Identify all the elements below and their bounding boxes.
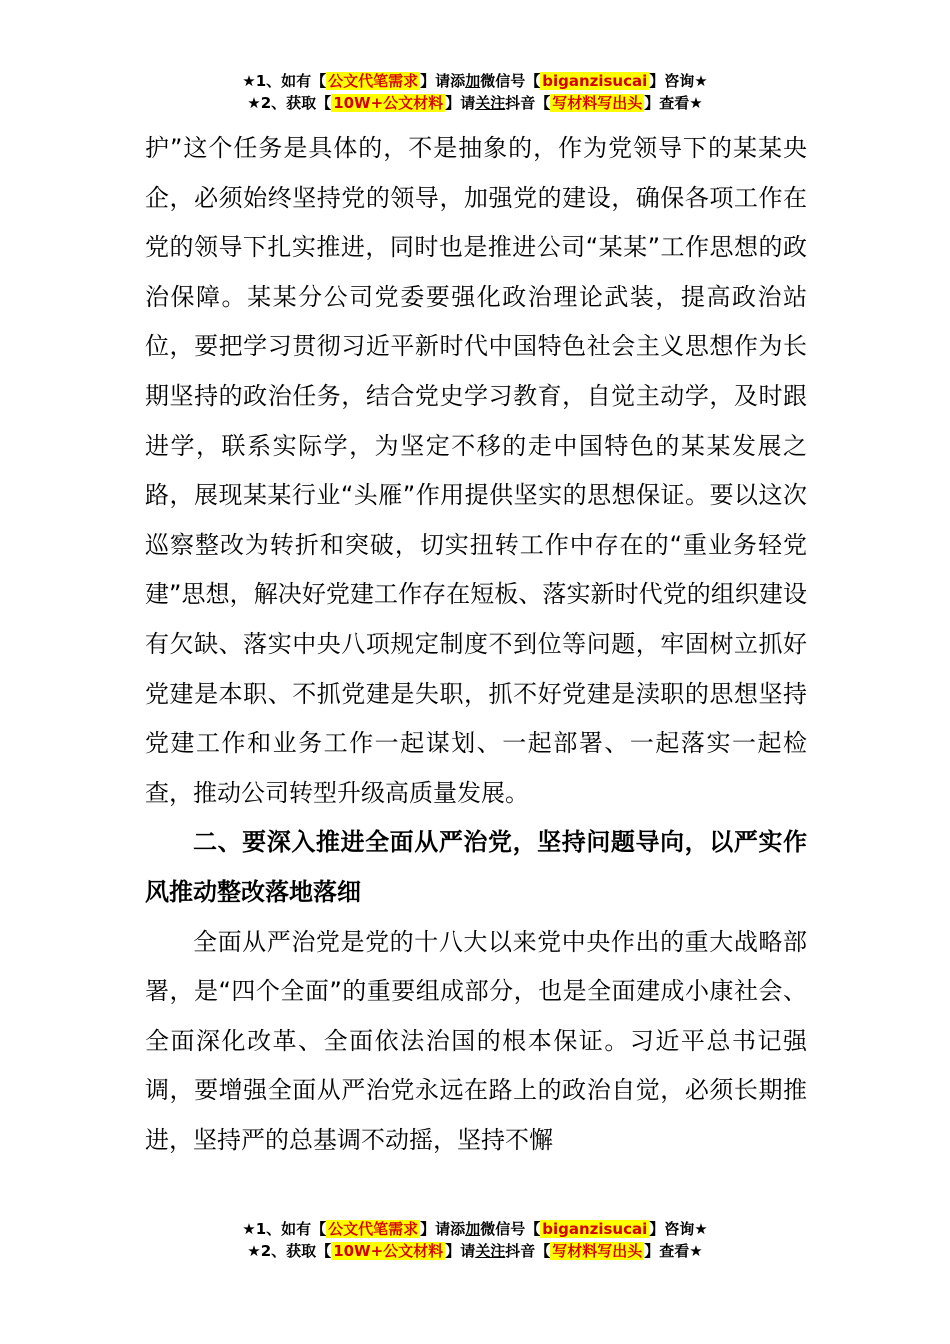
section-heading-2: 二、要深入推进全面从严治党，坚持问题导向，以严实作风推动整改落地落细: [145, 828, 807, 906]
banner-text: 】请添: [420, 72, 466, 90]
banner-line-1: [0, 70, 950, 92]
footer-banner: [0, 1218, 950, 1262]
banner-underlined-text: 关注: [475, 94, 506, 112]
banner-text: 】咨询★: [649, 72, 708, 90]
banner-text: 微信号【: [480, 1220, 541, 1238]
banner-text: ★2、获取【: [247, 1242, 332, 1260]
paragraph: 全面从严治党是党的十八大以来党中央作出的重大战略部署，是“四个全面”的重要组成部分，也是全面建成小康社会、全面深化改革、全面依法治国的根本保证。习近平总书记强调，要增强全面从严治党永远在路上的政治自觉，必须长期推进，坚持严的总基调不动摇，坚持不懈: [145, 927, 807, 1154]
highlight-service: 公文代笔需求: [328, 1220, 419, 1238]
highlight-materials: 10W+公文材料: [333, 94, 444, 112]
highlight-douyin-account: 写材料写出头: [552, 1242, 643, 1260]
banner-text: 】咨询★: [649, 1220, 708, 1238]
banner-line-1: [0, 1218, 950, 1240]
banner-text: 】查看★: [644, 1242, 703, 1260]
banner-text: ★1、如有【: [242, 72, 327, 90]
banner-underlined-text: 加: [465, 72, 481, 90]
header-banner: [0, 70, 950, 114]
banner-text: 】请: [445, 94, 476, 112]
banner-text: 】请: [445, 1242, 476, 1260]
banner-text: 】请添: [420, 1220, 466, 1238]
highlight-wechat-id: biganzisucai: [542, 1220, 648, 1238]
banner-text: 抖音【: [505, 1242, 551, 1260]
banner-text: 】查看★: [644, 94, 703, 112]
banner-text: 微信号【: [480, 72, 541, 90]
highlight-materials: 10W+公文材料: [333, 1242, 444, 1260]
banner-line-2: [0, 1240, 950, 1262]
banner-underlined-text: 加: [465, 1220, 481, 1238]
highlight-douyin-account: 写材料写出头: [552, 94, 643, 112]
paragraph-continued: 护”这个任务是具体的，不是抽象的，作为党领导下的某某央企，必须始终坚持党的领导，加强党的建设，确保各项工作在党的领导下扎实推进，同时也是推进公司“某某”工作思想的政治保障。某某分公司党委要强化政治理论武装，提高政治站位，要把学习贯彻习近平新时代中国特色社会主义思想作为长期坚持的政治任务，结合党史学习教育，自觉主动学，及时跟进学，联系实际学，为坚定不移的走中国特色的某某发展之路，展现某某行业“头雁”作用提供坚实的思想保证。要以这次巡察整改为转折和突破，切实扭转工作中存在的“重业务轻党建”思想，解决好党建工作存在短板、落实新时代党的组织建设有欠缺、落实中央八项规定制度不到位等问题，牢固树立抓好党建是本职、不抓党建是失职，抓不好党建是渎职的思想坚持党建工作和业务工作一起谋划、一起部署、一起落实一起检查，推动公司转型升级高质量发展。: [145, 134, 807, 807]
banner-text: ★1、如有【: [242, 1220, 327, 1238]
banner-line-2: [0, 92, 950, 114]
banner-text: 抖音【: [505, 94, 551, 112]
banner-underlined-text: 关注: [475, 1242, 506, 1260]
banner-text: ★2、获取【: [247, 94, 332, 112]
highlight-wechat-id: biganzisucai: [542, 72, 648, 90]
highlight-service: 公文代笔需求: [328, 72, 419, 90]
document-body: [145, 124, 807, 1165]
